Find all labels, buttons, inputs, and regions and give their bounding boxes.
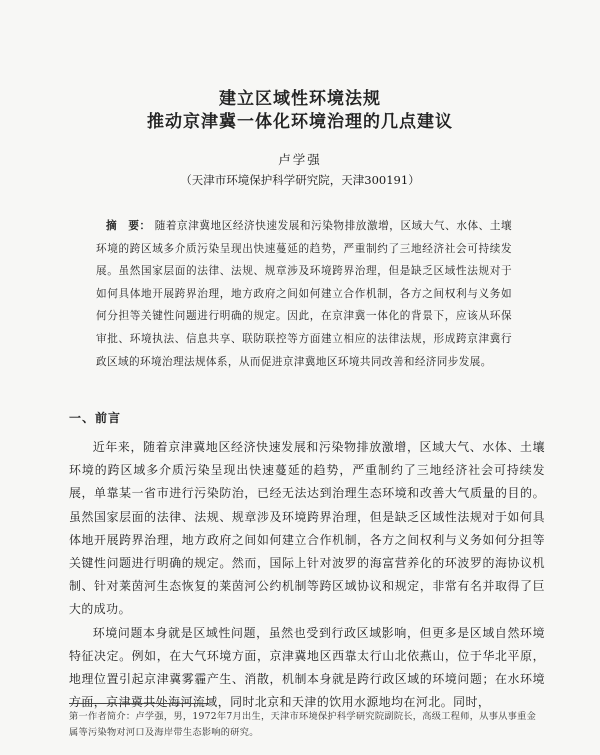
abstract-label: 摘 要： [106, 220, 151, 232]
author-name: 卢学强 [278, 152, 322, 167]
abstract [96, 215, 512, 373]
footnote-rule [69, 703, 209, 704]
title-line-2: 推动京津冀一体化环境治理的几点建议 [147, 112, 453, 132]
section-heading: 一、前言 [69, 411, 122, 425]
abstract-text: 随着京津冀地区经济快速发展和污染物排放激增，区域大气、水体、土壤环境的跨区域多介质污染呈现出快速蔓延的趋势，严重制约了三地经济社会可持续发展。虽然国家层面的法律、法规、规章涉及环境跨界治理，但是缺乏区域性法规对于如何具体地开展跨界治理，地方政府之间如何建立合作机制，各方之间权利与义务如何分担等关键性问题进行明确的规定。因此，在京津冀一体化的背景下，应该从环保审批、环境执法、信息共享、联防联控等方面建立相应的法律法规，形成跨京津冀行政区域的环境治理法规体系，从而促进京津冀地区环境共同改善和经济同步发展。 [96, 220, 512, 368]
body-text [69, 436, 545, 714]
title-line-1: 建立区域性环境法规 [219, 89, 381, 109]
footnote: 第一作者简介：卢学强，男，1972年7月出生，天津市环境保护科学研究院副院长，高级工程师，从事从事重金属等污染物对河口及海岸带生态影响的研究。 [69, 711, 537, 738]
paragraph: 环境问题本身就是区域性问题，虽然也受到行政区域影响，但更多是区域自然环境特征决定。例如，在大气环境方面，京津冀地区西靠太行山北依燕山，位于华北平原，地理位置引起京津冀雾霾产生、消散，机制本身就是跨行政区域的环境问题；在水环境方面，京津冀共处海河流域，同时北京和天津的饮用水源地均在河北。同时， [69, 625, 545, 710]
paragraph: 近年来，随着京津冀地区经济快速发展和污染物排放激增，区域大气、水体、土壤环境的跨区域多介质污染呈现出快速蔓延的趋势，严重制约了三地经济社会可持续发展，单靠某一省市进行污染防治，已经无法达到治理生态环境和改善大气质量的目的。虽然国家层面的法律、法规、规章涉及环境跨界治理，但是缺乏区域性法规对于如何具体地开展跨界治理，地方政府之间如何建立合作机制，各方之间权利与义务如何分担等关键性问题进行明确的规定。然而，国际上针对波罗的海富营养化的环波罗的海协议机制、针对莱茵河生态恢复的莱茵河公约机制等跨区域协议和规定，非常有名并取得了巨大的成功。 [69, 440, 545, 617]
author-affiliation: （天津市环境保护科学研究院，天津300191） [180, 173, 420, 187]
